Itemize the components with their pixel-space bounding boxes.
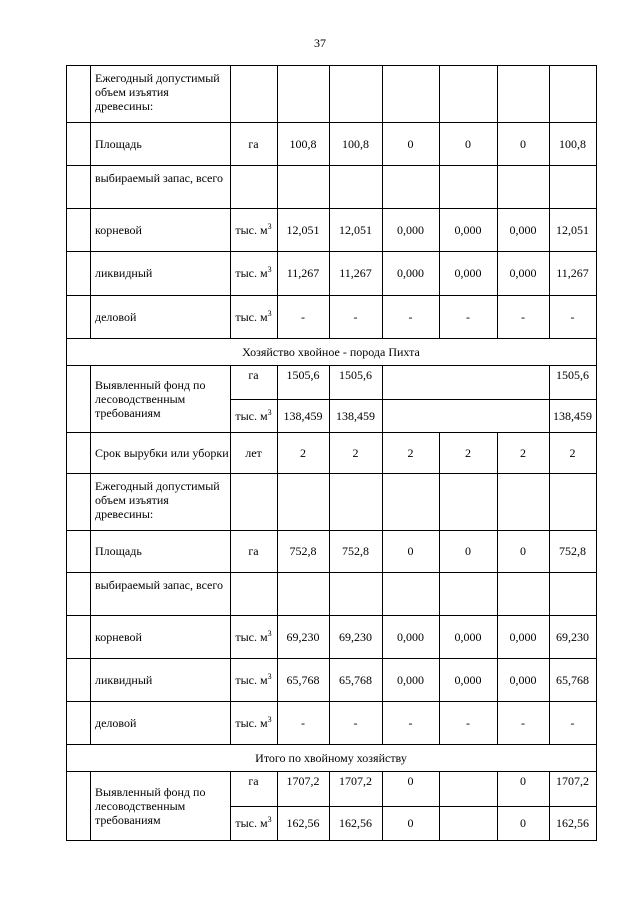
value-cell-text: 0,000: [397, 222, 424, 237]
value-cell-text: -: [353, 715, 358, 730]
unit-m3: [235, 630, 271, 644]
table-column-border: [66, 473, 67, 744]
value-cell-text: 162,56: [339, 816, 372, 830]
value-cell: [277, 530, 329, 572]
value-cell: [549, 251, 596, 295]
felled-stock-label: [90, 165, 230, 208]
value-cell-text: 0: [407, 774, 414, 788]
value-cell: [277, 365, 329, 399]
root-label-text: корневой: [95, 629, 142, 644]
value-cell-text: -: [408, 309, 413, 324]
unit-text: тыс. м: [235, 222, 268, 237]
value-cell-text: -: [466, 309, 470, 324]
unit-cell-text: га: [248, 774, 259, 788]
felling-period-label: [90, 432, 230, 473]
value-cell: [329, 615, 382, 658]
liquid-label: [90, 658, 230, 701]
value-cell: [549, 295, 596, 338]
value-cell: [439, 806, 497, 840]
value-cell-text: 11,267: [339, 266, 372, 280]
value-cell-text: 0: [520, 774, 526, 788]
value-cell-text: -: [301, 715, 305, 730]
unit-m3: [235, 266, 271, 280]
value-cell: [549, 615, 596, 658]
felled-stock-label-text: выбираемый запас, всего: [95, 578, 223, 592]
value-cell-text: 2: [407, 445, 414, 460]
value-cell: [382, 806, 439, 840]
unit-superscript: 3: [267, 221, 272, 231]
value-cell-text: 752,8: [559, 544, 586, 558]
value-cell-text: 0,000: [454, 629, 482, 644]
liquid-label-text: ликвидный: [95, 266, 153, 280]
unit-cell: [230, 806, 277, 840]
value-cell: [277, 208, 329, 251]
value-cell-text: 0: [407, 544, 414, 558]
value-cell: [382, 771, 439, 806]
unit-cell: [230, 530, 277, 572]
revealed-fund-label: [90, 365, 230, 432]
value-cell-text: 0,000: [454, 266, 482, 280]
value-cell-text: 0: [520, 816, 526, 830]
unit-superscript: 3: [267, 407, 272, 417]
unit-cell-text: лет: [245, 445, 262, 460]
section-title-total-text: Итого по хвойному хозяйству: [255, 750, 407, 765]
value-cell-text: 0,000: [454, 672, 482, 687]
value-cell: [382, 365, 439, 399]
unit-text: тыс. м: [235, 629, 268, 644]
value-cell: [439, 399, 497, 432]
value-cell: [497, 615, 549, 658]
unit-cell: [230, 615, 277, 658]
value-cell-text: 0,000: [509, 629, 537, 644]
value-cell: [497, 251, 549, 295]
area-label: [90, 530, 230, 572]
value-cell-text: 65,768: [286, 672, 320, 687]
value-cell-text: 138,459: [553, 408, 592, 423]
value-cell: [382, 701, 439, 744]
value-cell-text: 0: [407, 816, 414, 830]
area-label-text: Площадь: [95, 544, 142, 558]
value-cell: [549, 530, 596, 572]
value-cell-text: 11,267: [286, 266, 320, 280]
value-cell: [497, 432, 549, 473]
section-title-fir-text: Хозяйство хвойное - порода Пихта: [242, 344, 420, 359]
table-column-border: [66, 432, 67, 473]
value-cell-text: 162,56: [286, 816, 320, 830]
value-cell: [439, 365, 497, 399]
value-cell-text: -: [570, 715, 575, 730]
unit-m3: [235, 223, 271, 237]
unit-cell-text: га: [248, 136, 259, 151]
value-cell: [382, 295, 439, 338]
value-cell-text: 0,000: [509, 266, 537, 280]
unit-text: тыс. м: [235, 816, 268, 830]
unit-superscript: 3: [267, 308, 272, 318]
value-cell: [497, 806, 549, 840]
value-cell-text: 752,8: [342, 544, 369, 558]
value-cell-text: 138,459: [336, 408, 375, 423]
table-column-border: [596, 365, 597, 432]
unit-m3: [235, 816, 271, 830]
unit-superscript: 3: [267, 714, 272, 724]
table-column-border: [596, 432, 597, 473]
value-cell-text: 1707,2: [286, 774, 320, 788]
value-cell: [329, 771, 382, 806]
value-cell: [329, 399, 382, 432]
value-cell: [497, 122, 549, 165]
annual-volume-label-text: Ежегодный допустимый объем изъятия древесины:: [95, 479, 220, 521]
value-cell-text: 65,768: [339, 672, 372, 687]
value-cell: [277, 771, 329, 806]
value-cell-text: 0: [465, 544, 471, 558]
value-cell-text: -: [521, 309, 525, 324]
liquid-label: [90, 251, 230, 295]
unit-cell: [230, 295, 277, 338]
value-cell-text: 752,8: [289, 544, 317, 558]
revealed-fund-label: [90, 771, 230, 840]
value-cell: [329, 365, 382, 399]
value-cell-text: 0,000: [397, 266, 424, 280]
root-label: [90, 615, 230, 658]
value-cell: [497, 365, 549, 399]
table-column-border: [66, 65, 67, 338]
value-cell-text: 100,8: [559, 136, 586, 151]
table-column-border: [596, 744, 597, 771]
unit-cell: [230, 701, 277, 744]
value-cell-text: -: [521, 715, 525, 730]
unit-text: тыс. м: [235, 408, 268, 423]
felling-period-label-text: Срок вырубки или уборки: [95, 445, 229, 460]
value-cell: [439, 530, 497, 572]
value-cell: [329, 658, 382, 701]
value-cell-text: 0,000: [397, 672, 424, 687]
value-cell: [277, 658, 329, 701]
value-cell: [382, 658, 439, 701]
value-cell: [382, 530, 439, 572]
unit-cell: [230, 122, 277, 165]
table-column-border: [596, 65, 597, 338]
value-cell: [277, 295, 329, 338]
value-cell: [277, 432, 329, 473]
unit-text: тыс. м: [235, 266, 268, 280]
business-label: [90, 295, 230, 338]
value-cell: [439, 122, 497, 165]
value-cell: [497, 295, 549, 338]
table-column-border: [596, 473, 597, 744]
value-cell-text: 2: [569, 445, 576, 460]
value-cell: [277, 122, 329, 165]
value-cell-text: 1707,2: [556, 774, 589, 788]
unit-m3: [235, 409, 271, 423]
value-cell: [439, 658, 497, 701]
value-cell: [549, 122, 596, 165]
value-cell: [277, 399, 329, 432]
value-cell-text: -: [353, 309, 358, 324]
section-title-total: [66, 744, 596, 771]
value-cell-text: 69,230: [339, 629, 372, 644]
value-cell-text: 69,230: [556, 629, 589, 644]
value-cell-text: 69,230: [286, 629, 320, 644]
unit-superscript: 3: [267, 671, 272, 681]
value-cell-text: -: [570, 309, 575, 324]
value-cell-text: 162,56: [556, 816, 589, 830]
value-cell-text: 65,768: [556, 672, 589, 687]
value-cell: [329, 122, 382, 165]
value-cell-text: 2: [465, 445, 471, 460]
value-cell-text: 12,051: [339, 222, 372, 237]
value-cell-text: 100,8: [342, 136, 369, 151]
unit-cell: [230, 432, 277, 473]
table-column-border: [66, 365, 67, 432]
page-number: 37: [314, 36, 326, 50]
value-cell: [382, 615, 439, 658]
value-cell-text: 0,000: [397, 629, 424, 644]
root-label: [90, 208, 230, 251]
value-cell-text: 0,000: [509, 222, 537, 237]
value-cell-text: 0,000: [509, 672, 537, 687]
unit-cell: [230, 208, 277, 251]
value-cell: [329, 251, 382, 295]
table-column-border: [596, 771, 597, 840]
value-cell: [382, 208, 439, 251]
value-cell: [439, 771, 497, 806]
unit-text: тыс. м: [235, 715, 268, 730]
value-cell-text: 12,051: [286, 222, 320, 237]
value-cell-text: 2: [520, 445, 526, 460]
liquid-label-text: ликвидный: [95, 672, 153, 687]
unit-cell: [230, 658, 277, 701]
unit-cell: [230, 251, 277, 295]
value-cell-text: 2: [300, 445, 306, 460]
value-cell: [549, 771, 596, 806]
unit-cell: [230, 365, 277, 399]
value-cell: [382, 122, 439, 165]
value-cell: [382, 399, 439, 432]
section-title-fir: [66, 338, 596, 365]
unit-cell-text: га: [248, 544, 259, 558]
value-cell: [382, 432, 439, 473]
unit-cell: [230, 771, 277, 806]
value-cell: [549, 806, 596, 840]
value-cell: [277, 806, 329, 840]
value-cell-text: 1505,6: [286, 368, 320, 382]
value-cell: [497, 530, 549, 572]
value-cell-text: 138,459: [283, 408, 323, 423]
value-cell-text: -: [408, 715, 413, 730]
value-cell: [329, 208, 382, 251]
table-row-border: [66, 840, 597, 841]
value-cell-text: 1505,6: [556, 368, 589, 382]
business-label-text: деловой: [95, 309, 137, 324]
revealed-fund-label-text: Выявленный фонд по лесоводственным требованиям: [95, 784, 206, 827]
value-cell-text: 0: [407, 136, 414, 151]
area-label: [90, 122, 230, 165]
value-cell: [549, 658, 596, 701]
value-cell-text: 100,8: [289, 136, 317, 151]
value-cell-text: -: [466, 715, 470, 730]
value-cell-text: -: [301, 309, 305, 324]
value-cell-text: 11,267: [556, 266, 589, 280]
value-cell: [329, 295, 382, 338]
unit-m3: [235, 716, 271, 730]
area-label-text: Площадь: [95, 136, 142, 151]
value-cell-text: 12,051: [556, 222, 589, 237]
value-cell-text: 0: [520, 136, 526, 151]
value-cell-text: 1505,6: [339, 368, 372, 382]
unit-superscript: 3: [267, 628, 272, 638]
unit-text: тыс. м: [235, 672, 268, 687]
felled-stock-label-text: выбираемый запас, всего: [95, 171, 223, 185]
annual-volume-label-text: Ежегодный допустимый объем изъятия древесины:: [95, 71, 220, 113]
value-cell: [329, 701, 382, 744]
value-cell: [549, 432, 596, 473]
root-label-text: корневой: [95, 222, 142, 237]
value-cell-text: 0: [520, 544, 526, 558]
annual-volume-label: [90, 473, 230, 530]
value-cell-text: 2: [352, 445, 359, 460]
unit-m3: [235, 673, 271, 687]
value-cell: [277, 701, 329, 744]
value-cell: [439, 701, 497, 744]
unit-superscript: 3: [267, 815, 272, 824]
value-cell: [439, 251, 497, 295]
unit-superscript: 3: [267, 265, 272, 274]
value-cell: [329, 806, 382, 840]
value-cell: [549, 701, 596, 744]
value-cell: [549, 399, 596, 432]
value-cell: [497, 208, 549, 251]
value-cell: [549, 208, 596, 251]
annual-volume-label: [90, 65, 230, 122]
table-column-border: [596, 338, 597, 365]
value-cell: [497, 701, 549, 744]
value-cell: [439, 615, 497, 658]
value-cell-text: 0,000: [454, 222, 482, 237]
value-cell: [497, 658, 549, 701]
business-label-text: деловой: [95, 715, 137, 730]
unit-m3: [235, 310, 271, 324]
unit-cell: [230, 399, 277, 432]
value-cell: [329, 530, 382, 572]
felled-stock-label: [90, 572, 230, 615]
value-cell: [549, 365, 596, 399]
value-cell: [382, 251, 439, 295]
value-cell-text: 0: [465, 136, 471, 151]
business-label: [90, 701, 230, 744]
value-cell: [439, 208, 497, 251]
table-column-border: [66, 771, 67, 840]
value-cell: [497, 771, 549, 806]
value-cell: [277, 251, 329, 295]
value-cell: [329, 432, 382, 473]
unit-cell-text: га: [248, 368, 259, 382]
value-cell: [277, 615, 329, 658]
value-cell: [439, 432, 497, 473]
value-cell: [497, 399, 549, 432]
value-cell-text: 1707,2: [339, 774, 372, 788]
revealed-fund-label-text: Выявленный фонд по лесоводственным требованиям: [95, 377, 206, 420]
value-cell: [439, 295, 497, 338]
unit-text: тыс. м: [235, 309, 268, 324]
